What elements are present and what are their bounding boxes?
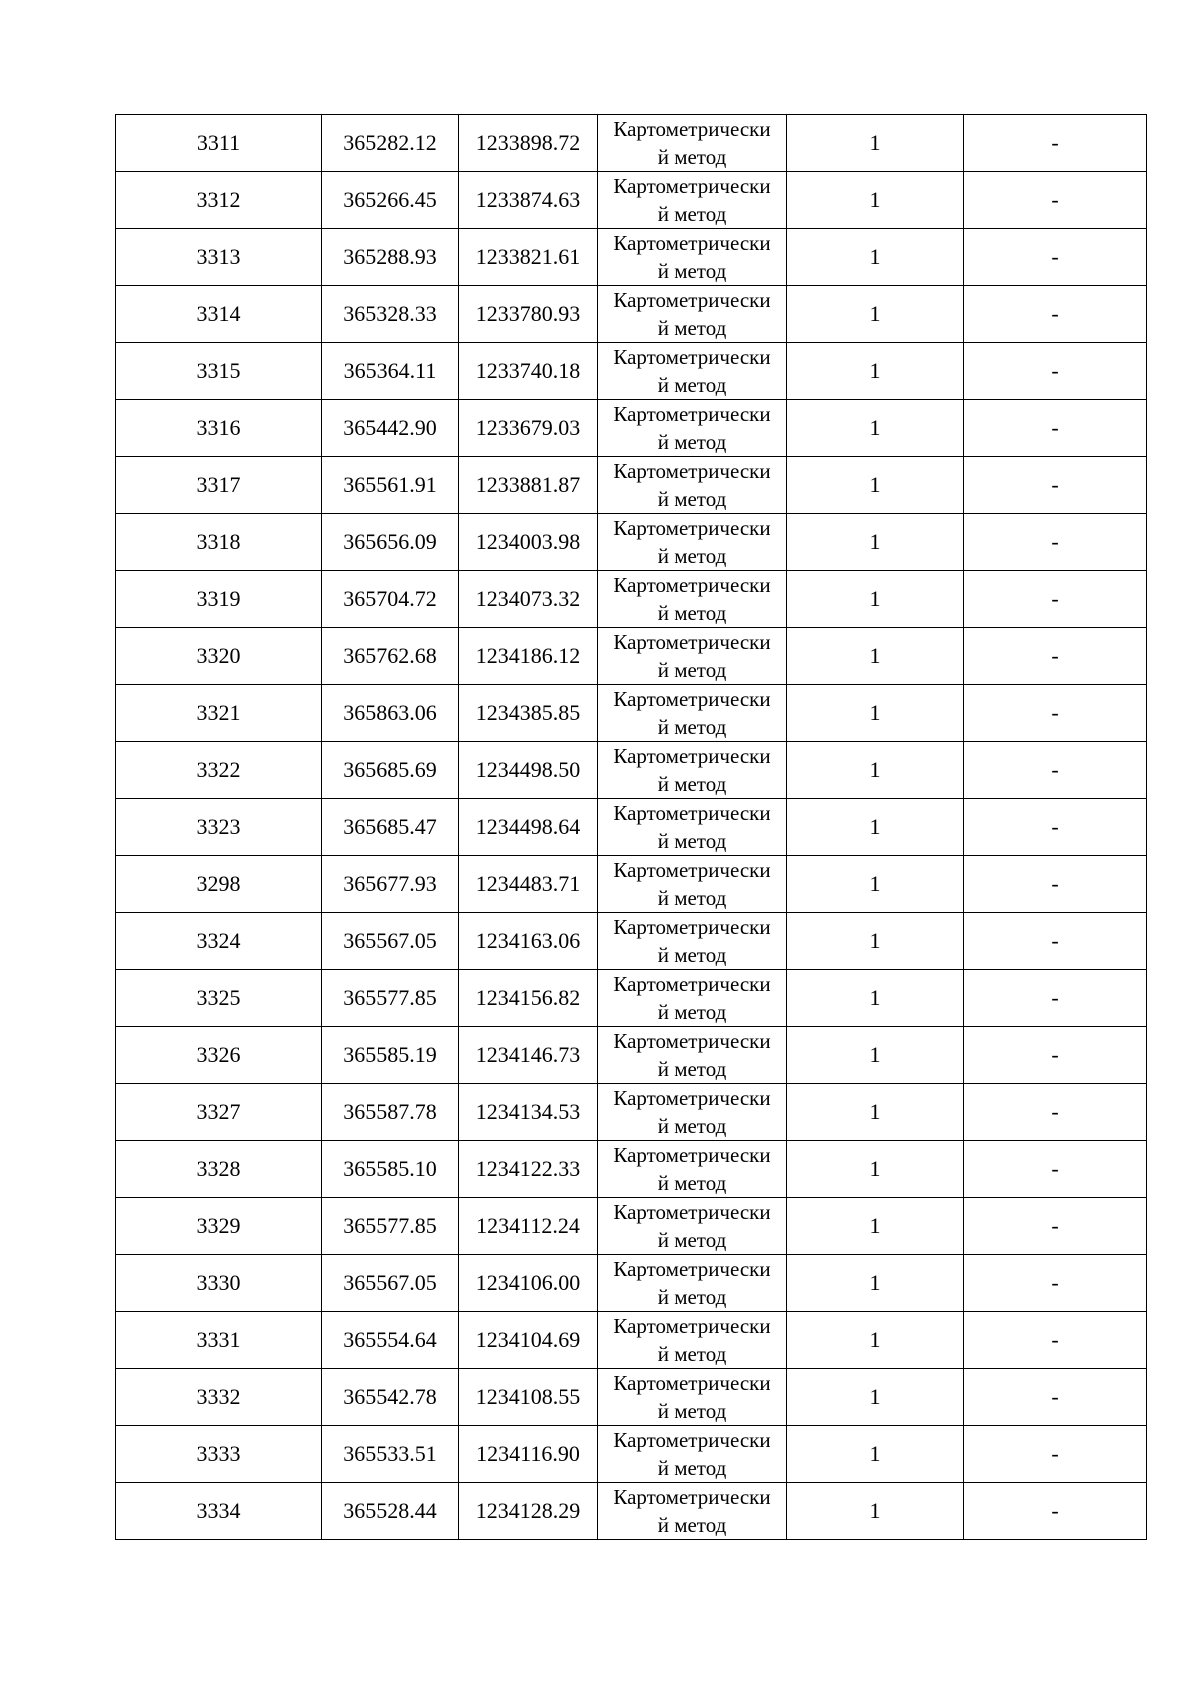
point-number-cell: 3325 (116, 970, 322, 1027)
accuracy-cell: 1 (787, 514, 964, 571)
method-line-1: Картометрически (613, 1314, 771, 1338)
method-line-2: й метод (657, 202, 727, 226)
point-number-cell: 3315 (116, 343, 322, 400)
x-coordinate-cell: 365567.05 (322, 913, 459, 970)
x-coordinate-cell: 365677.93 (322, 856, 459, 913)
x-coordinate-cell: 365542.78 (322, 1369, 459, 1426)
y-coordinate-cell: 1233679.03 (459, 400, 598, 457)
x-coordinate-cell: 365561.91 (322, 457, 459, 514)
accuracy-cell: 1 (787, 172, 964, 229)
method-line-1: Картометрически (613, 573, 771, 597)
method-cell (598, 286, 787, 343)
x-coordinate-cell: 365554.64 (322, 1312, 459, 1369)
coordinates-table-body (116, 115, 1147, 1540)
point-number-cell: 3320 (116, 628, 322, 685)
x-coordinate-cell: 365328.33 (322, 286, 459, 343)
point-number-cell: 3319 (116, 571, 322, 628)
method-cell (598, 970, 787, 1027)
method-cell (598, 1084, 787, 1141)
point-number-cell: 3316 (116, 400, 322, 457)
note-cell: - (964, 1369, 1147, 1426)
accuracy-cell: 1 (787, 457, 964, 514)
x-coordinate-cell: 365685.69 (322, 742, 459, 799)
note-cell: - (964, 685, 1147, 742)
accuracy-cell: 1 (787, 1027, 964, 1084)
x-coordinate-cell: 365442.90 (322, 400, 459, 457)
table-row (116, 1483, 1147, 1540)
method-line-1: Картометрически (613, 1257, 771, 1281)
note-cell: - (964, 229, 1147, 286)
table-row (116, 457, 1147, 514)
x-coordinate-cell: 365762.68 (322, 628, 459, 685)
accuracy-cell: 1 (787, 400, 964, 457)
point-number-cell: 3329 (116, 1198, 322, 1255)
note-cell: - (964, 742, 1147, 799)
method-line-1: Картометрически (613, 231, 771, 255)
y-coordinate-cell: 1234146.73 (459, 1027, 598, 1084)
x-coordinate-cell: 365577.85 (322, 1198, 459, 1255)
method-line-1: Картометрически (613, 630, 771, 654)
note-cell: - (964, 457, 1147, 514)
x-coordinate-cell: 365282.12 (322, 115, 459, 172)
note-cell: - (964, 115, 1147, 172)
note-cell: - (964, 799, 1147, 856)
point-number-cell: 3333 (116, 1426, 322, 1483)
method-cell (598, 343, 787, 400)
method-line-1: Картометрически (613, 288, 771, 312)
method-line-1: Картометрически (613, 1143, 771, 1167)
table-row (116, 799, 1147, 856)
x-coordinate-cell: 365577.85 (322, 970, 459, 1027)
y-coordinate-cell: 1233898.72 (459, 115, 598, 172)
note-cell: - (964, 913, 1147, 970)
x-coordinate-cell: 365567.05 (322, 1255, 459, 1312)
x-coordinate-cell: 365656.09 (322, 514, 459, 571)
coordinates-table (115, 114, 1147, 1540)
y-coordinate-cell: 1234106.00 (459, 1255, 598, 1312)
note-cell: - (964, 1255, 1147, 1312)
method-line-2: й метод (657, 715, 727, 739)
method-line-2: й метод (657, 1285, 727, 1309)
table-row (116, 343, 1147, 400)
table-row (116, 628, 1147, 685)
point-number-cell: 3312 (116, 172, 322, 229)
y-coordinate-cell: 1234156.82 (459, 970, 598, 1027)
method-line-2: й метод (657, 145, 727, 169)
method-line-1: Картометрически (613, 1086, 771, 1110)
method-line-1: Картометрически (613, 1029, 771, 1053)
table-row (116, 1084, 1147, 1141)
method-line-1: Картометрически (613, 1428, 771, 1452)
point-number-cell: 3334 (116, 1483, 322, 1540)
x-coordinate-cell: 365288.93 (322, 229, 459, 286)
method-line-2: й метод (657, 886, 727, 910)
y-coordinate-cell: 1234128.29 (459, 1483, 598, 1540)
note-cell: - (964, 172, 1147, 229)
x-coordinate-cell: 365266.45 (322, 172, 459, 229)
method-line-2: й метод (657, 772, 727, 796)
table-row (116, 742, 1147, 799)
y-coordinate-cell: 1234104.69 (459, 1312, 598, 1369)
method-line-1: Картометрически (613, 1485, 771, 1509)
method-cell (598, 1369, 787, 1426)
note-cell: - (964, 1426, 1147, 1483)
y-coordinate-cell: 1234003.98 (459, 514, 598, 571)
method-line-2: й метод (657, 373, 727, 397)
method-line-2: й метод (657, 601, 727, 625)
method-line-2: й метод (657, 1513, 727, 1537)
method-line-1: Картометрически (613, 402, 771, 426)
y-coordinate-cell: 1234116.90 (459, 1426, 598, 1483)
accuracy-cell: 1 (787, 229, 964, 286)
table-row (116, 1426, 1147, 1483)
x-coordinate-cell: 365685.47 (322, 799, 459, 856)
point-number-cell: 3314 (116, 286, 322, 343)
accuracy-cell: 1 (787, 685, 964, 742)
point-number-cell: 3331 (116, 1312, 322, 1369)
method-line-2: й метод (657, 430, 727, 454)
y-coordinate-cell: 1234385.85 (459, 685, 598, 742)
method-cell (598, 628, 787, 685)
method-cell (598, 1312, 787, 1369)
method-line-2: й метод (657, 1114, 727, 1138)
point-number-cell: 3298 (116, 856, 322, 913)
method-line-2: й метод (657, 658, 727, 682)
note-cell: - (964, 628, 1147, 685)
method-line-1: Картометрически (613, 174, 771, 198)
note-cell: - (964, 400, 1147, 457)
accuracy-cell: 1 (787, 1426, 964, 1483)
method-line-2: й метод (657, 829, 727, 853)
point-number-cell: 3332 (116, 1369, 322, 1426)
method-cell (598, 514, 787, 571)
accuracy-cell: 1 (787, 1312, 964, 1369)
method-line-1: Картометрически (613, 858, 771, 882)
note-cell: - (964, 571, 1147, 628)
y-coordinate-cell: 1234498.64 (459, 799, 598, 856)
method-line-2: й метод (657, 1171, 727, 1195)
note-cell: - (964, 286, 1147, 343)
method-line-1: Картометрически (613, 801, 771, 825)
method-line-1: Картометрически (613, 117, 771, 141)
table-row (116, 286, 1147, 343)
table-row (116, 514, 1147, 571)
note-cell: - (964, 856, 1147, 913)
point-number-cell: 3311 (116, 115, 322, 172)
y-coordinate-cell: 1233740.18 (459, 343, 598, 400)
y-coordinate-cell: 1234122.33 (459, 1141, 598, 1198)
note-cell: - (964, 1027, 1147, 1084)
table-row (116, 571, 1147, 628)
table-row (116, 685, 1147, 742)
accuracy-cell: 1 (787, 913, 964, 970)
accuracy-cell: 1 (787, 1084, 964, 1141)
method-cell (598, 1483, 787, 1540)
note-cell: - (964, 514, 1147, 571)
method-line-2: й метод (657, 544, 727, 568)
table-row (116, 115, 1147, 172)
method-cell (598, 115, 787, 172)
method-cell (598, 1426, 787, 1483)
method-line-2: й метод (657, 1000, 727, 1024)
y-coordinate-cell: 1233881.87 (459, 457, 598, 514)
method-line-2: й метод (657, 1342, 727, 1366)
method-line-2: й метод (657, 487, 727, 511)
table-row (116, 1312, 1147, 1369)
accuracy-cell: 1 (787, 1483, 964, 1540)
method-line-1: Картометрически (613, 1371, 771, 1395)
x-coordinate-cell: 365533.51 (322, 1426, 459, 1483)
method-line-1: Картометрически (613, 459, 771, 483)
method-line-1: Картометрически (613, 744, 771, 768)
y-coordinate-cell: 1234073.32 (459, 571, 598, 628)
method-cell (598, 913, 787, 970)
method-line-2: й метод (657, 1228, 727, 1252)
method-line-2: й метод (657, 316, 727, 340)
point-number-cell: 3322 (116, 742, 322, 799)
y-coordinate-cell: 1234186.12 (459, 628, 598, 685)
accuracy-cell: 1 (787, 742, 964, 799)
table-row (116, 1198, 1147, 1255)
x-coordinate-cell: 365528.44 (322, 1483, 459, 1540)
x-coordinate-cell: 365585.19 (322, 1027, 459, 1084)
method-cell (598, 856, 787, 913)
x-coordinate-cell: 365704.72 (322, 571, 459, 628)
accuracy-cell: 1 (787, 343, 964, 400)
method-line-2: й метод (657, 943, 727, 967)
note-cell: - (964, 1141, 1147, 1198)
accuracy-cell: 1 (787, 1198, 964, 1255)
point-number-cell: 3324 (116, 913, 322, 970)
method-cell (598, 400, 787, 457)
method-line-1: Картометрически (613, 1200, 771, 1224)
method-line-2: й метод (657, 1057, 727, 1081)
y-coordinate-cell: 1234498.50 (459, 742, 598, 799)
table-row (116, 856, 1147, 913)
y-coordinate-cell: 1234108.55 (459, 1369, 598, 1426)
accuracy-cell: 1 (787, 799, 964, 856)
method-cell (598, 571, 787, 628)
point-number-cell: 3317 (116, 457, 322, 514)
table-row (116, 1255, 1147, 1312)
method-line-2: й метод (657, 259, 727, 283)
accuracy-cell: 1 (787, 1255, 964, 1312)
method-line-1: Картометрически (613, 972, 771, 996)
note-cell: - (964, 970, 1147, 1027)
note-cell: - (964, 1483, 1147, 1540)
point-number-cell: 3318 (116, 514, 322, 571)
table-row (116, 172, 1147, 229)
accuracy-cell: 1 (787, 571, 964, 628)
method-line-2: й метод (657, 1399, 727, 1423)
accuracy-cell: 1 (787, 115, 964, 172)
y-coordinate-cell: 1234134.53 (459, 1084, 598, 1141)
method-cell (598, 229, 787, 286)
y-coordinate-cell: 1234163.06 (459, 913, 598, 970)
method-line-1: Картометрически (613, 345, 771, 369)
method-cell (598, 457, 787, 514)
y-coordinate-cell: 1234483.71 (459, 856, 598, 913)
table-row (116, 229, 1147, 286)
point-number-cell: 3321 (116, 685, 322, 742)
y-coordinate-cell: 1234112.24 (459, 1198, 598, 1255)
method-cell (598, 685, 787, 742)
note-cell: - (964, 1312, 1147, 1369)
accuracy-cell: 1 (787, 1369, 964, 1426)
note-cell: - (964, 1084, 1147, 1141)
method-line-1: Картометрически (613, 516, 771, 540)
point-number-cell: 3328 (116, 1141, 322, 1198)
x-coordinate-cell: 365863.06 (322, 685, 459, 742)
method-cell (598, 172, 787, 229)
method-cell (598, 799, 787, 856)
table-row (116, 1027, 1147, 1084)
accuracy-cell: 1 (787, 970, 964, 1027)
table-row (116, 1369, 1147, 1426)
x-coordinate-cell: 365587.78 (322, 1084, 459, 1141)
table-row (116, 970, 1147, 1027)
note-cell: - (964, 343, 1147, 400)
table-row (116, 400, 1147, 457)
accuracy-cell: 1 (787, 1141, 964, 1198)
method-cell (598, 1198, 787, 1255)
x-coordinate-cell: 365364.11 (322, 343, 459, 400)
point-number-cell: 3327 (116, 1084, 322, 1141)
y-coordinate-cell: 1233780.93 (459, 286, 598, 343)
accuracy-cell: 1 (787, 286, 964, 343)
method-cell (598, 1255, 787, 1312)
point-number-cell: 3313 (116, 229, 322, 286)
point-number-cell: 3323 (116, 799, 322, 856)
method-line-1: Картометрически (613, 687, 771, 711)
note-cell: - (964, 1198, 1147, 1255)
y-coordinate-cell: 1233821.61 (459, 229, 598, 286)
y-coordinate-cell: 1233874.63 (459, 172, 598, 229)
point-number-cell: 3330 (116, 1255, 322, 1312)
method-cell (598, 742, 787, 799)
method-line-2: й метод (657, 1456, 727, 1480)
method-cell (598, 1027, 787, 1084)
method-line-1: Картометрически (613, 915, 771, 939)
x-coordinate-cell: 365585.10 (322, 1141, 459, 1198)
accuracy-cell: 1 (787, 856, 964, 913)
accuracy-cell: 1 (787, 628, 964, 685)
table-row (116, 913, 1147, 970)
table-row (116, 1141, 1147, 1198)
point-number-cell: 3326 (116, 1027, 322, 1084)
method-cell (598, 1141, 787, 1198)
